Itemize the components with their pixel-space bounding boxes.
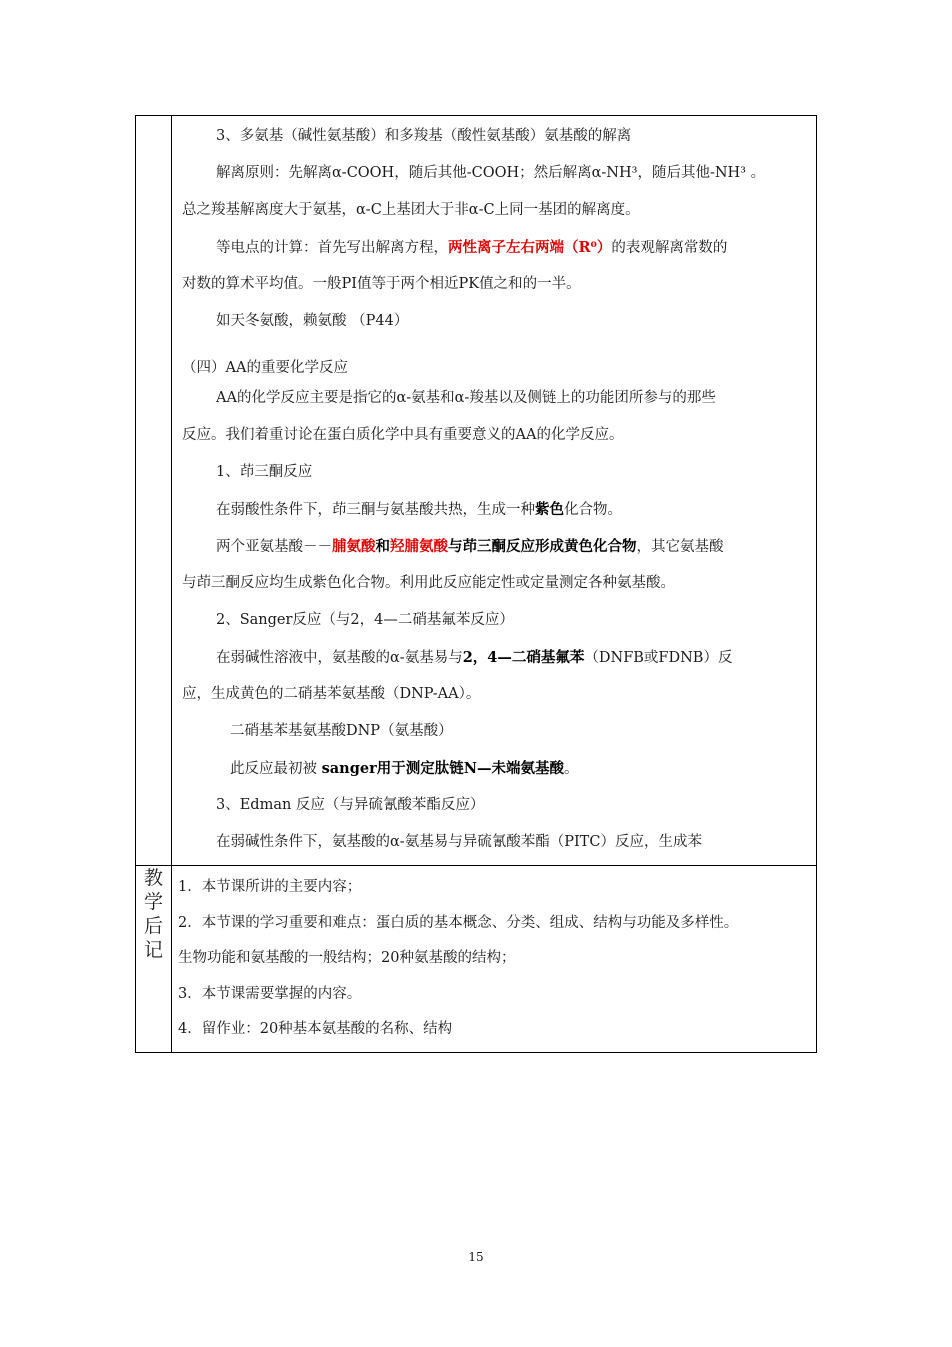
text-run: 在弱碱性溶液中，氨基酸的α-氨基易与 [216,650,463,666]
bold-text: sanger用于测定肽链N—未端氨基酸 [321,760,564,777]
notes-item: 2．本节课的学习重要和难点：蛋白质的基本概念、分类、组成、结构与功能及多样性。 [178,914,739,931]
bold-text: 2，4—二硝基氟苯 [462,649,585,666]
highlight-text: 脯氨酸 [332,538,376,555]
text-run: 的表观解离常数的 [611,240,728,256]
paragraph-line: 应，生成黄色的二硝基苯氨基酸（DNP-AA）。 [182,686,481,702]
paragraph-line: 二硝基苯基氨基酸DNP（氨基酸） [230,723,453,739]
lesson-table [135,115,817,1053]
paragraph-line [182,750,810,787]
bold-text: 与茚三酮反应形成黄色化合物 [448,538,637,555]
highlight-text: 两性离子左右两端（R⁰） [448,239,612,256]
notes-item: 1．本节课所讲的主要内容； [178,879,362,895]
paragraph-line [182,229,810,266]
left-margin-cell [136,116,172,866]
paragraph-line: 与茚三酮反应均生成紫色化合物。利用此反应能定性或定量测定各种氨基酸。 [182,575,675,591]
subsection-heading: 2、Sanger反应（与2，4—二硝基氟苯反应） [216,612,514,628]
paragraph-line: 总之羧基解离度大于氨基，α-C上基团大于非α-C上同一基团的解离度。 [182,202,640,218]
notes-item: 4．留作业：20种基本氨基酸的名称、结构 [178,1021,453,1038]
content-cell [172,116,817,866]
paragraph-line: 对数的算术平均值。一般PI值等于两个相近PK值之和的一半。 [182,276,581,292]
paragraph-line: AA的化学反应主要是指它的α-氨基和α-羧基以及侧链上的功能团所参与的那些 [216,390,716,406]
content-row [136,116,817,866]
text-run: 两个亚氨基酸－－ [216,539,332,555]
notes-label-text: 教 学 后 记 [143,867,163,961]
paragraph-line [182,528,810,565]
notes-item: 生物功能和氨基酸的一般结构；20种氨基酸的结构； [178,950,516,967]
paragraph-line: 在弱碱性条件下，氨基酸的α-氨基易与异硫氰酸苯酯（PITC）反应，生成苯 [216,834,702,850]
notes-cell [172,866,817,1053]
paragraph-line: 如天冬氨酸，赖氨酸 （P44） [216,313,409,329]
bold-text: 紫色 [535,501,564,518]
notes-item: 3．本节课需要掌握的内容。 [178,985,362,1002]
text-run: 此反应最初被 [230,761,322,777]
highlight-text: 羟脯氨酸 [390,538,448,555]
subsection-heading: 3、多氨基（碱性氨基酸）和多羧基（酸性氨基酸）氨基酸的解离 [216,128,632,144]
subsection-heading: 3、Edman 反应（与异硫氰酸苯酯反应） [216,797,485,813]
text-run: 在弱酸性条件下，茚三酮与氨基酸共热，生成一种 [216,502,535,518]
text-run: 。 [563,761,579,777]
paragraph-line [182,639,810,676]
page-number: 15 [468,1250,484,1264]
text-run: （DNFB或FDNB）反 [584,650,733,666]
paragraph-line: 解离原则：先解离α-COOH，随后其他-COOH；然后解离α-NH³，随后其他-NH³ 。 [216,165,766,181]
text-run: ，其它氨基酸 [636,539,724,555]
paragraph-line [182,491,810,528]
subsection-heading: 1、茚三酮反应 [216,464,313,480]
notes-row [136,866,817,1053]
text-run: 化合物。 [564,502,622,518]
text-run: 等电点的计算：首先写出解离方程， [216,240,448,256]
paragraph-line: 反应。我们着重讨论在蛋白质化学中具有重要意义的AA的化学反应。 [182,427,624,443]
section-heading: （四）AA的重要化学反应 [182,360,348,376]
notes-label [136,866,172,1053]
bold-text: 和 [375,538,390,555]
